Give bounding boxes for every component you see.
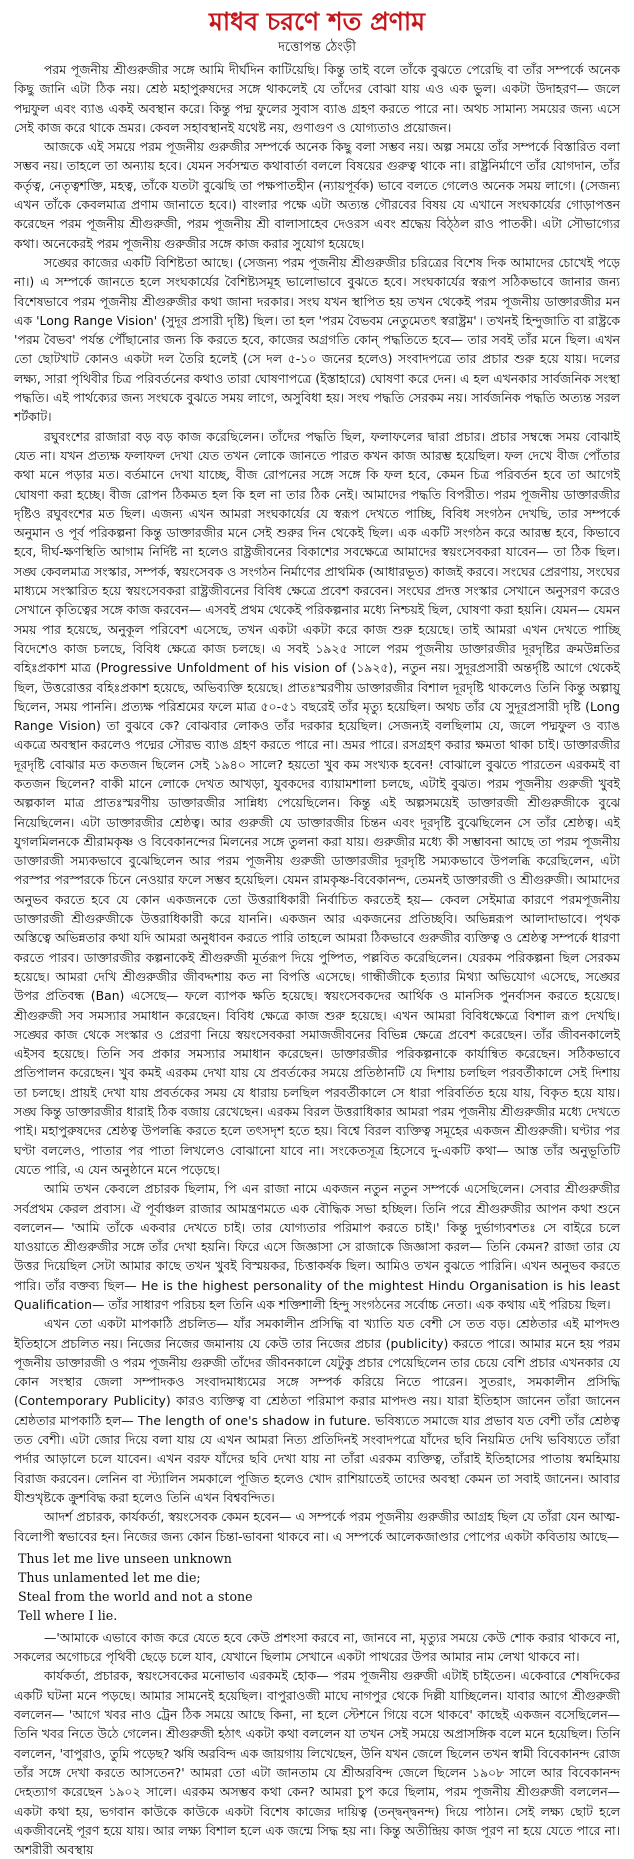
paragraph-6: এখন তো একটা মাপকাঠি প্রচলিত— যাঁর সমকালীন প্রসিদ্ধি বা খ্যাতি যত বেশী সে তত বড়। শ্রেষ্ঠতার এই মাপদণ্ড ইতিহাসে প্রচলিত নয়। নিজের নিজের জমানায় যে কেউ তার নিজের প্রচার (publicity) করতে পারে। আমার মনে হয় পরম পূজনীয় ডাক্তারজী ও পরম পূজনীয় গুরুজী তাঁদের জীবনকালে যেটুকু প্রচার পেয়েছিলেন তার চেয়ে বেশি প্রচার এখনকার যে কোন সংস্থার জেলা সম্পাদকও সংবাদমাধ্যমের সঙ্গে সম্পর্ক করিয়ে নিতে পারেন। সুতরাং, সমকালীন প্রসিদ্ধি (Contemporary Publicity) কারও ব্যক্তিত্ব বা শ্রেষ্ঠতা পরিমাপ করার মাপদণ্ড নয়। যারা ইতিহাস জানেন তাঁরা জানেন শ্রেষ্ঠতার মাপকাঠি হল— The length of one's shadow in future. ভবিষ্যতে সমাজে যার প্রভাব যত বেশী তাঁর শ্রেষ্ঠত্ব তত বেশী। এটা জোর দিয়ে বলা যায় যে এখন আমরা নিত্য প্রতিদিনই সংবাদপত্রে যাঁদের ছবি নিয়মিত দেখি ভবিষ্যতে তাঁরা পর্দার আড়ালে চলে যাবেন। এখন বরফ যাঁদের ছবি দেখা যায় না তাঁরা এরকম ব্যক্তিত্ব, তাঁরাই ইতিহাসের পাতায় স্বমহিমায় বিরাজ করবেন। লেনিন বা স্ট্যালিন সমকালে পূজিত হলেও খোদ রাশিয়াতেই তাদের অবস্থা কেমন তা সবাই জানেন। আবার যীশুখৃষ্টকে ক্রুশবিদ্ধ করা হলেও তিনি এখন বিশ্ববন্দিত। — [14, 1316, 620, 1505]
poem-line-2: Thus unlamented let me die; — [18, 1569, 201, 1585]
paragraph-1: পরম পূজনীয় শ্রীগুরুজীর সঙ্গে আমি দীর্ঘদিন কাটিয়েছি। কিন্তু তাই বলে তাঁকে বুঝতে পেরেছি বা তাঁর সম্পর্কে অনেক কিছু জানি এটা ঠিক নয়। শ্রেষ্ঠ মহাপুরুষদের সঙ্গে থাকলেই যে তাঁদের বোঝা যায় এও এক ভুল। একটা উদাহরণ— জলে পদ্মফুল এবং ব্যাঙ একই অবস্থান করে। কিন্তু পদ্ম ফুলের সুবাস ব্যাঙ গ্রহণ করতে পারে না। অথচ সামান্য সময়ের জন্য এসে সেই কাজ করে থাকে ভ্রমর। কেবল সহাবস্থানই যথেষ্ট নয়, গুণাগুণ ও যোগ্যতাও প্রয়োজন। — [14, 62, 620, 135]
paragraph-2: আজকে এই সময়ে পরম পূজনীয় গুরুজীর সম্পর্কে অনেক কিছু বলা সম্ভব নয়। অল্প সময়ে তাঁর সম্পর্কে বিস্তারিত বলা সম্ভব নয়। তাহলে তা অন্যায় হবে। যেমন সর্বসম্মত কথাবার্তা বললে বিষয়ের গুরুত্ব থাকে না। রাষ্ট্রনির্মাণে তাঁর যোগদান, তাঁর কর্তৃত্ব, নেতৃত্বশক্তি, মহত্ব, তাঁকে যতটা বুঝেছি তা পক্ষপাতহীন (ন্যায়পূর্বক) ভাবে বলতে গেলেও অনেক সময় লাগে। (সেজন্য এখন তাঁকে কেবলমাত্র প্রণাম জানাতে হবে।) বাংলার পক্ষে এটা অত্যন্ত গৌরবের বিষয় যে এখানে সংঘকার্যের গোড়াপত্তন করেছেন পরম পূজনীয় শ্রীগুরুজী, পরম পূজনীয় শ্রী বালাসাহেব দেওরস এবং শ্রদ্ধেয় বিঠ্ঠল রাও পাতকী। এটা সৌভাগ্যের কথা। অনেকেরই পরম পূজনীয় গুরুজীর সঙ্গে কাজ করার সুযোগ হয়েছে। — [14, 139, 620, 251]
article-title: মাধব চরণে শত প্রণাম — [208, 7, 426, 36]
article-author: দত্তোপন্ত ঠেংড়ী — [278, 40, 356, 55]
poem-line-1: Thus let me live unseen unknown — [18, 1550, 232, 1566]
paragraph-closing: কার্যকর্তা, প্রচারক, স্বয়ংসেবকের মনোভাব এরকমই হোক— পরম পূজনীয় গুরুজী এটাই চাইতেন। একেবারে শেষদিকের একটি ঘটনা মনে পড়ছে। আমার সামনেই হয়েছিল। বাপুরাওজী মাঘে নাগপুর থেকে দিল্লী যাচ্ছিলেন। যাবার আগে শ্রীগুরুজী বললেন— 'আগে খবর নাও ট্রেন ঠিক সময়ে আছে কিনা, না হলে স্টেশনে গিয়ে বসে থাকবে' কাছেই একজন বসেছিলেন— তিনি খবর নিতে উঠে গেলেন। শ্রীগুরুজী হঠাৎ একটা কথা বললেন যা তখন সেই সময়ে অপ্রাসঙ্গিক বলে মনে হয়েছিল। তিনি বললেন, 'বাপুরাও, তুমি পড়েছ? ঋষি অরবিন্দ এক জায়গায় লিখেছেন, উনি যখন জেলে ছিলেন তখন স্বামী বিবেকানন্দ রোজ তাঁর সঙ্গে দেখা করতে আসতেন?' আমরা তো এটা জানতাম যে শ্রীঅরবিন্দ জেলে ছিলেন ১৯০৮ সালে আর বিবেকানন্দ দেহত্যাগ করেছেন ১৯০২ সালে। এরকম অসম্ভব কথা কেন? আমরা চুপ করে ছিলাম, পরম পূজনীয় শ্রীগুরুজী বললেন— একটা কথা হয়, ভগবান কাউকে কাউকে একটা বিশেষ কাজের দায়িত্ব (তন্দ্বন্দ্বনন্দ) দিয়ে পাঠান। সেই লক্ষ্য ছোট হলে একজীবনেই পূরণ হয়ে যায়। আর লক্ষ্য বিশাল হলে এক জন্মে সিদ্ধ হয় না। কিন্তু অতীন্দ্রিয় কাজ পূরণ না হয়ে যেতে পারে না। অশরীরী অবস্থায় — [14, 1668, 620, 1858]
poem-quote — [18, 1549, 620, 1625]
paragraph-poem-translation: —'আমাকে এভাবে কাজ করে যেতে হবে কেউ প্রশংসা করবে না, জানবে না, মৃত্যুর সময়ে কেউ শোক করার থাকবে না, সকলের অগোচরে পৃথিবী ছেড়ে চলে যাব, যেখানে ছিলাম সেখানে একটা পাথরের উপর আমার নাম লেখা থাকবে না। — [14, 1629, 620, 1665]
poem-line-4: Tell where I lie. — [18, 1607, 118, 1623]
poem-line-3: Steal from the world and not a stone — [18, 1588, 253, 1604]
paragraph-4: রঘুবংশের রাজারা বড় বড় কাজ করেছিলেন। তাঁদের পদ্ধতি ছিল, ফলাফলের দ্বারা প্রচার। প্রচার সম্বন্ধে সময় বোঝাই যেত না। যখন প্রত্যক্ষ ফলাফল দেখা যেত তখন লোকে জানতে পারত কখন কাজ আরম্ভ হয়েছিল। ফল দেখে বীজ পোঁতার কথা মনে পড়ার মত। বর্তমানে দেখা যাচ্ছে, বীজ রোপনের সঙ্গে সঙ্গে কি ফল হবে, কেমন চিত্র পরিবর্তন হবে তা আগেই ঘোষণা করা হচ্ছে। বীজ রোপন ঠিকমত হল কি হল না তার ঠিক নেই। আমাদের পদ্ধতি বিপরীত। পরম পূজনীয় ডাক্তারজীর দৃষ্টিও রঘুবংশের মত ছিল। এজন্য এখন আমরা সংঘকার্যের যে স্বরূপ দেখতে পাচ্ছি, বিবিধ সংগঠন দেখছি, তার সম্পর্কে অনুমান ও পূর্ব পরিকল্পনা কিন্তু ডাক্তারজীর মনে সেই শুরুর দিন থেকেই ছিল। এক একটি সংগঠন করে আরম্ভ হবে, কিভাবে হবে, দীর্ঘ-ক্ষণস্থিতি আগাম নির্দিষ্ট না হলেও রাষ্ট্রজীবনের বিকাশের সবক্ষেত্রে আমাদের স্বয়ংসেবকরা যাবেন— তা ঠিক ছিল। সঙ্ঘ কেবলমাত্র সংস্কার, সম্পর্ক, স্বয়ংসেবক ও সংগঠন নির্মাণের প্রাথমিক (আধারভূত) কাজই করবে। সংঘের প্রেরণায়, সংঘের মাধ্যমে সংস্কারিত হয়ে স্বয়ংসেবকরা রাষ্ট্রজীবনের বিবিধ ক্ষেত্রে প্রবেশ করবেন। সংঘের প্রদত্ত সংস্কার সেখানে অনুসরণ করেও সেখানে কৃতিত্বের সঙ্গে কাজ করবেন— এসবই প্রথম থেকেই পরিকল্পনার মধ্যে নিশ্চয়ই ছিল, ঘোষণা করা হয়নি। যেমন— যেমন সময় পার হয়েছে, অনুকূল পরিবেশ এসেছে, তখন একটা একটা করে কাজ শুরু হয়েছে। তাই আমরা এখন দেখতে পাচ্ছি বিদেশেও কাজ চলছে, বিবিধ ক্ষেত্রে কাজ চলছে। এ সবই ১৯২৫ সালে পরম পূজনীয় ডাক্তারজীর দূরদৃষ্টির ক্রমউন্নতির বহিঃপ্রকাশ মাত্র (Progressive Unfoldment of his vision of (১৯২৫), নতুন নয়। সুদূরপ্রসারী অন্তর্দৃষ্টি আগে থেকেই ছিল, উত্তরোত্তর বহিঃপ্রকাশ হয়েছে, অভিব্যক্তি হয়েছে। প্রাতঃস্মরণীয় ডাক্তারজীর বিশাল দূরদৃষ্টি থাকলেও তিনি কিন্তু অল্পায়ু ছিলেন, সময় পাননি। প্রত্যক্ষ পরিশ্রমের ফলে মাত্র ৫০-৫১ বছরেই তাঁর মৃত্যু হয়েছিল। অথচ তাঁর যে সুদূরপ্রসারী দৃষ্টি (Long Range Vision) তা বুঝবে কে? বোঝবার লোকও তাঁর দরকার হয়েছিল। সেজন্যই বলছিলাম যে, জলে পদ্মফুল ও ব্যাঙ একত্রে অবস্থান করলেও পদ্মের সৌরভ ব্যাঙ গ্রহণ করতে পারে না। ভ্রমর পারে। রসগ্রহণ করার ক্ষমতা থাকা চাই। ডাক্তারজীর দূরদৃষ্টি বোঝার মত কতজন ছিলেন সেই ১৯৪০ সালে? হয়তো খুব কম সংখ্যক হবেন! বোঝালে বুঝতে পারতেন এরকমই বা কতজন ছিলেন? বাকী মানে লোকে দেখত আখড়া, যুবকদের ব্যায়ামশালা চলছে, এটাই বুঝত। পরম পূজনীয় গুরুজী খুবই অল্পকাল মাত্র প্রাতঃস্মরণীয় ডাক্তারজীর সান্নিধ্য পেয়েছিলেন। কিন্তু এই অল্পসময়েই ডাক্তারজী শ্রীগুরুজীকে বুঝে নিয়েছিলেন। এটা ডাক্তারজীর শ্রেষ্ঠত্ব। আর গুরুজী যে ডাক্তারজীর চিন্তন এবং দূরদৃষ্টি বুঝেছিলেন সে তাঁর শ্রেষ্ঠত্ব। এই যুগলমিলনকে শ্রীরামকৃষ্ণ ও বিবেকানন্দের মিলনের সঙ্গে তুলনা করা যায়। গুরুজীর মধ্যে কী সম্ভাবনা আছে তা পরম পূজনীয় ডাক্তারজী সম্যকভাবে বুঝেছিলেন আর পরম পূজনীয় গুরুজী ডাক্তারজীর দূরদৃষ্টি সম্যকভাবে উপলব্ধি করেছিলেন, এটা পরস্পর পরস্পরকে চিনে নেওয়ার ফলে সম্ভব হয়েছিল। যেমন রামকৃষ্ণ-বিবেকানন্দ, তেমনই ডাক্তারজী ও শ্রীগুরুজী। আমাদের অনুভব করতে হবে যে কোন একজনকে তো উত্তরাধিকারী নির্বাচিত করতেই হয়— কেবল সেইমাত্র কারণে পরমপূজনীয় ডাক্তারজী শ্রীগুরুজীকে উত্তরাধিকারী করে যাননি। একজন আর একজনের প্রতিচ্ছবি। অভিন্নরূপ আলাদাভাবে। পৃথক অস্তিত্বে অভিন্নতার কথা যদি আমরা অনুধাবন করতে পারি তাহলে আমরা ঠিকভাবে গুরুজীর ব্যক্তিত্ব ও শ্রেষ্ঠত্ব সম্পর্কে ধারণা করতে পারব। ডাক্তারজীর কল্পনাকেই শ্রীগুরুজী মূর্তরূপ দিয়ে পুষ্পিত, পল্লবিত করেছিলেন। যেরকম পরিকল্পনা ছিল সেরকম হয়েছে। আমরা দেখি শ্রীগুরুজীর জীবদ্দশায় কত না বিপত্তি এসেছে। গান্ধীজীকে হত্যার মিথ্যা অভিযোগ এসেছে, সঙ্ঘের উপর প্রতিবন্ধ (Ban) এসেছে— ফলে ব্যাপক ক্ষতি হয়েছে। স্বয়ংসেবকদের আর্থিক ও মানসিক পুনর্বাসন করতে হয়েছে। শ্রীগুরুজী সব সমস্যার সমাধান করেছেন। বিবিধ ক্ষেত্রে কাজ শুরু হয়েছে। এখন আমরা বিবিধক্ষেত্রে বিশাল রূপ দেখছি। সঙ্ঘের কাজ থেকে সংস্কার ও প্রেরণা নিয়ে স্বয়ংসেবকরা সমাজজীবনের বিভিন্ন ক্ষেত্রে প্রবেশ করেছেন। তাঁর জীবনকালেই এইসব হয়েছে। তিনি সব প্রকার সমস্যার সমাধান করেছেন। ডাক্তারজীর পরিকল্পনাকে কার্যান্বিত করেছেন। সঠিকভাবে প্রতিপালন করেছেন। খুব কমই এরকম দেখা যায় যে প্রবর্তকের সময়ে প্রতিষ্ঠানটি যে দিশায় চলছিল পরবর্তীকালে সেই দিশায় তা চলছে। প্রায়ই দেখা যায় প্রবর্তকের সময় যে ধারায় চলছিল পরবর্তীকালে সে ধারা পরিবর্তিত হয়ে যায়, বিকৃত হয়ে যায়। সঙ্ঘ কিন্তু ডাক্তারজীর ধারাই ঠিক বজায় রেখেছেন। এরকম বিরল উত্তরাধিকার আমরা পরম পূজনীয় শ্রীগুরুজীর মধ্যে দেখতে পাই। মহাপুরুষদের শ্রেষ্ঠত্ব উপলব্ধি করতে হলে তৎসদৃশ হতে হয়। বিশ্বে বিরল ব্যক্তিত্ব সমূহের একজন শ্রীগুরুজী। ঘণ্টার পর ঘণ্টা বললেও, পাতার পর পাতা লিখলেও বোঝানো যাবে না। সংকেতসূত্র হিসেবে দু-একটি কথা— আস্ত তাঁর অনুভূতিটি যেতে পারি, এ যেন অনুষ্ঠানে মনে পড়েছে। — [14, 428, 620, 1177]
paragraph-3: সঙ্ঘের কাজের একটি বিশিষ্টতা আছে। (সেজন্য পরম পূজনীয় শ্রীগুরুজীর চরিত্রের বিশেষ দিক আমাদের চোখেই পড়ে না।) এ সম্পর্কে জানতে হলে সংঘকার্যের বৈশিষ্ট্যসমূহ ভালোভাবে বুঝতে হবে। সংঘকার্যের স্বরূপ সঠিকভাবে জানার জন্য বিশেষভাবে পরম পূজনীয় শ্রীগুরুজীর কথা জানা দরকার। সংঘ যখন স্থাপিত হয় তখন থেকেই পরম পূজনীয় ডাক্তারজীর মন এক 'Long Range Vision' (সুদূর প্রসারী দৃষ্টি) ছিল। তা হল 'পরম বৈভবম নেতুমেতৎ স্বরাষ্ট্রম' ৷ তখনই হিন্দুজাতি বা রাষ্ট্রকে 'পরম বৈভব' পর্যন্ত পৌঁছানোর জন্য কি করতে হবে, কাজের অগ্রগতি কোন্ পদ্ধতিতে হবে— তার সবই তাঁর মনে ছিল। এখন তো ছোটখাট কোনও একটা দল তৈরি হলেই (সে দল ৫-১০ জনের হলেও) সংবাদপত্রে তার প্রচার শুরু হয়ে যায়। দলের লক্ষ্য, সারা পৃথিবীর চিত্র পরিবর্তনের কথাও তারা ঘোষণাপত্রে (ইস্তাহারে) ঘোষণা করে দেন। এ হল এখনকার সার্বজনিক সংস্থা পদ্ধতি। এই পার্থক্যের জন্য সংঘকে বুঝতে সময় লাগে, অসুবিধা হয়। সংঘ পদ্ধতি সেরকম নয়। সার্বজনিক পদ্ধতি অত্যন্ত সরল শর্টকাট। — [14, 254, 620, 425]
paragraph-5: আমি তখন কেবলে প্রচারক ছিলাম, পি এন রাজা নামে একজন নতুন নতুন সম্পর্কে এসেছিলেন। সেবার শ্রীগুরুজীর সর্বপ্রথম কেরল প্রবাস। ঐ পূর্বাঞ্চল রাজার আমন্ত্রণমতে এক বৌদ্ধিক সভা হচ্ছিল। তিনি পরে শ্রীগুরুজীর আপন কথা শুনে বললেন— 'আমি তাঁকে একবার দেখতে চাই। তার যোগ্যতার পরিমাপ করতে চাই।' কিন্তু দুর্ভাগ্যবশতঃ সে বাইরে চলে যাওয়াতে শ্রীগুরুজীর সঙ্গে তাঁর দেখা হয়নি। ফিরে এসে জিজ্ঞাসা সে রাজাকে জিজ্ঞাসা করল— তিনি কেমন? রাজা তার যে উত্তর দিয়েছিল সেটা আমার কাছে তখন খুবই বিস্ময়কর, চিত্তাকর্ষক ছিল। আমিও তখন বুঝতে পারিনি। এখন অনুভব করতে পারি। তাঁর বক্তব্য ছিল— He is the highest personality of the mightest Hindu Organisation is his least Qualification— তাঁর সাধারণ পরিচয় হল তিনি এক শক্তিশালী হিন্দু সংগঠনের সর্বোচ্চ নেতা। এক কথায় এই পরিচয় ছিল। — [14, 1181, 620, 1312]
paragraph-7: আদর্শ প্রচারক, কার্যকর্তা, স্বয়ংসেবক কেমন হবেন— এ সম্পর্কে পরম পূজনীয় গুরুজীর আগ্রহ ছিল যে তাঁরা যেন আত্ম-বিলোপী স্বভাবের হন। নিজের জন্য কোন চিন্তা-ভাবনা থাকবে না। এ সম্পর্কে আলেকজাণ্ডার পোপের একটা কবিতায় আছে— — [14, 1509, 620, 1544]
article-body — [14, 60, 620, 1859]
